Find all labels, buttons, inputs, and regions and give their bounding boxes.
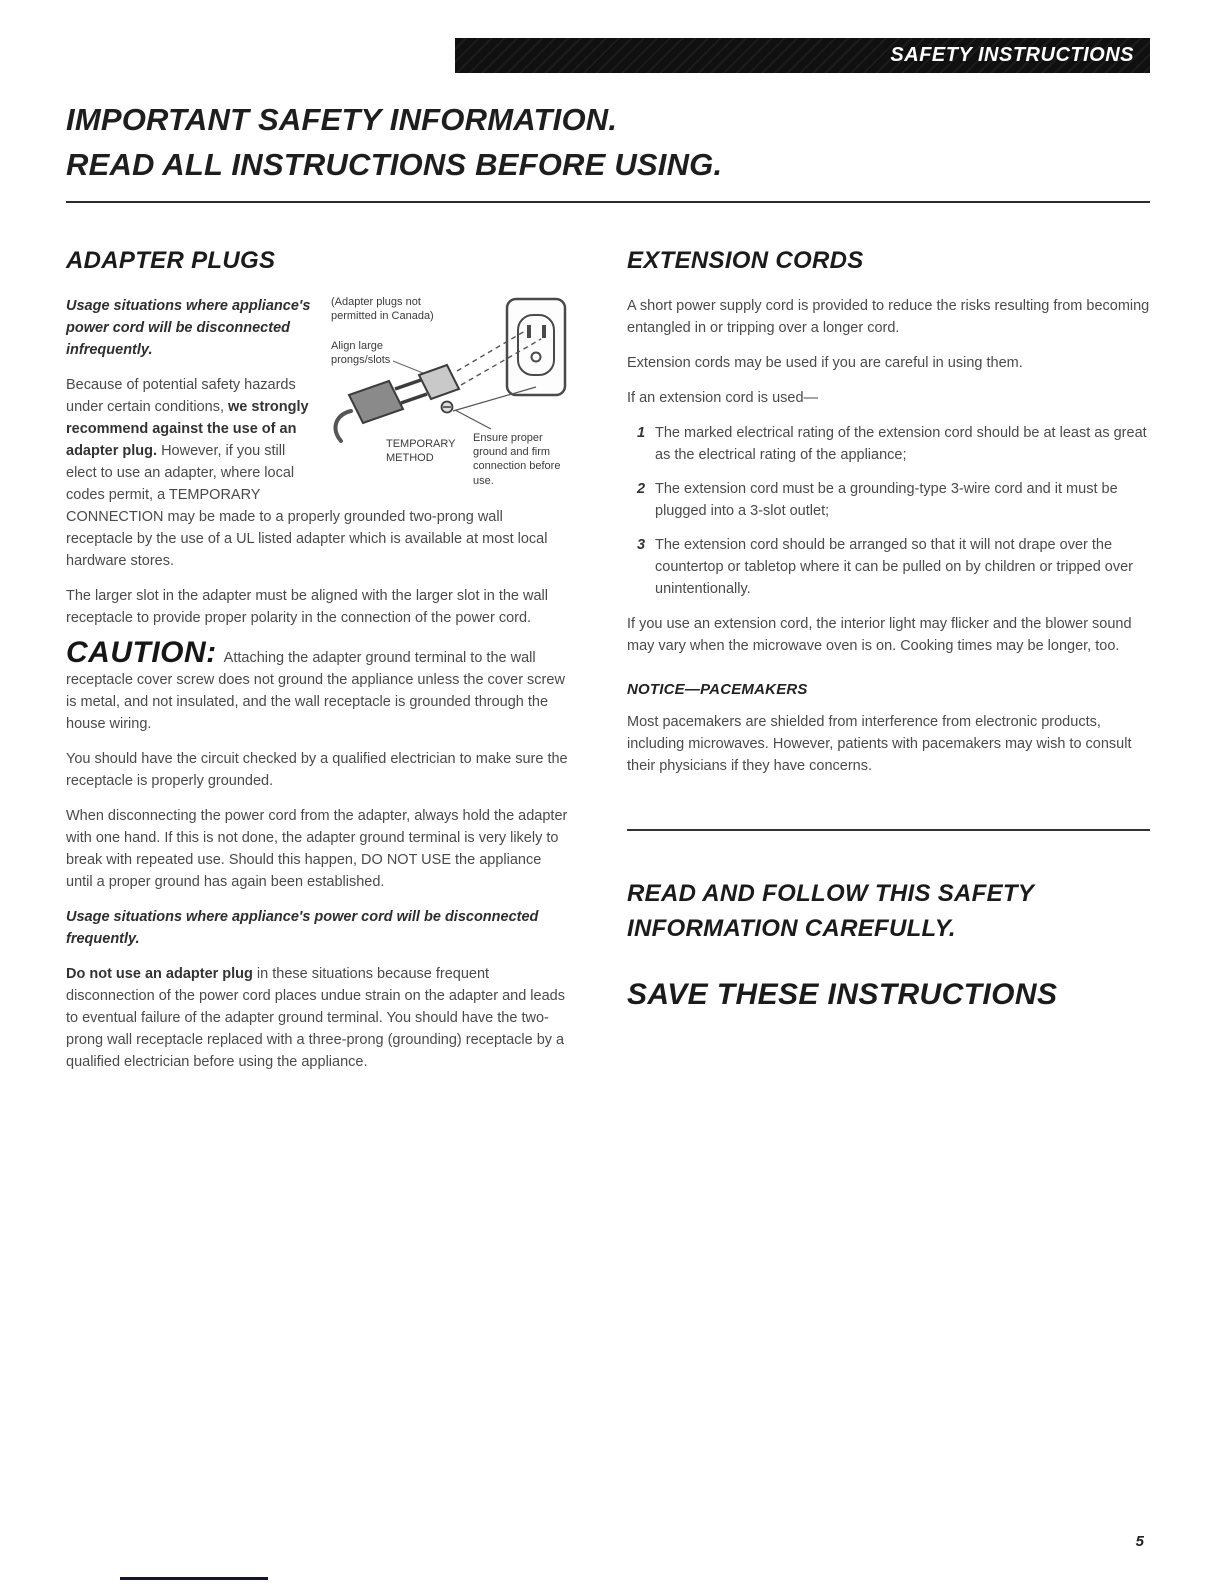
- paragraph-short-cord: A short power supply cord is provided to reduce the risks resulting from becoming entangled in or tripping over a longer cord.: [627, 297, 1150, 336]
- list-item-number: 2: [637, 480, 646, 497]
- paragraph-if-used: If an extension cord is used—: [627, 389, 819, 406]
- paragraph-larger-slot: The larger slot in the adapter must be aligned with the larger slot in the wall receptacle to provide proper polarity in the connection of the power cord.: [66, 587, 548, 626]
- list-item: [627, 534, 1150, 600]
- list-item-text: The extension cord should be arranged so that it will not drape over the countertop or tabletop where it can be pulled on by children or tripped over unintentionally.: [655, 536, 1133, 597]
- subheading-notice-pacemakers: NOTICE—PACEMAKERS: [627, 680, 808, 698]
- list-item: [627, 478, 1150, 522]
- closing-divider: [627, 829, 1150, 831]
- figure-caption-align-prongs: Align large prongs/slots: [331, 339, 391, 367]
- page-content: [66, 98, 1150, 1086]
- page-title-line1: IMPORTANT SAFETY INFORMATION.: [66, 102, 618, 137]
- two-column-layout: [66, 247, 1150, 1086]
- page-title: [66, 98, 1150, 188]
- paragraph-do-not-use-post: in these situations because frequent disconnection of the power cord places undue strain on the adapter and leads to eventual failure of the adapter ground terminal. You should have the two-prong wall receptacle replaced with a three-prong (grounding) receptacle by a qualified electrician before using the appliance.: [66, 965, 565, 1070]
- caution-label: CAUTION:: [66, 635, 217, 669]
- section-heading-adapter-plugs: ADAPTER PLUGS: [66, 246, 276, 274]
- list-item-number: 1: [637, 424, 646, 441]
- page-number: 5: [1135, 1533, 1144, 1550]
- title-divider: [66, 201, 1150, 203]
- column-adapter-plugs: [66, 247, 571, 1086]
- column-extension-cords: [627, 247, 1150, 1086]
- paragraph-circuit-check: You should have the circuit checked by a qualified electrician to make sure the receptacle is properly grounded.: [66, 750, 568, 789]
- heading-save-these-instructions: SAVE THESE INSTRUCTIONS: [627, 978, 1058, 1012]
- paragraph-do-not-use-bold: Do not use an adapter plug: [66, 965, 253, 982]
- safety-instructions-banner: [455, 38, 1150, 73]
- list-item: [627, 422, 1150, 466]
- figure-caption-temporary-method: TEMPORARY METHOD: [386, 437, 456, 465]
- list-item-text: The marked electrical rating of the extension cord should be at least as great as the electrical rating of the appliance;: [655, 424, 1147, 463]
- figure-caption-not-permitted: (Adapter plugs not permitted in Canada): [331, 295, 434, 323]
- paragraph-because-post: However, if you still elect to use an adapter, where local codes permit, a TEMPORARY CONNECTION may be made to a properly grounded two-prong wall receptacle by the use of a UL listed adapter which is available at most local hardware stores.: [66, 442, 548, 569]
- list-item-text: The extension cord must be a grounding-type 3-wire cord and it must be plugged into a 3-slot outlet;: [655, 480, 1118, 519]
- paragraph-extension-careful: Extension cords may be used if you are careful in using them.: [627, 354, 1023, 371]
- column-gap: [571, 247, 627, 1086]
- page-title-line2: READ ALL INSTRUCTIONS BEFORE USING.: [66, 146, 723, 182]
- paragraph-because-pre: Because of potential safety hazards under certain conditions,: [66, 376, 296, 415]
- paragraph-pacemakers: Most pacemakers are shielded from interference from electronic products, including microwaves. However, patients with pacemakers may wish to consult their physicians if they have concerns.: [627, 713, 1132, 774]
- paragraph-do-not-use: [66, 963, 571, 1073]
- figure-caption-ensure-ground: Ensure proper ground and firm connection before use.: [473, 431, 561, 487]
- caution-text: Attaching the adapter ground terminal to the wall receptacle cover screw does not ground the appliance unless the cover screw is metal, and not insulated, and the wall receptacle is grounded through the house wiring.: [66, 649, 565, 732]
- paragraph-lead-frequently: Usage situations where appliance's power cord will be disconnected frequently.: [66, 908, 539, 947]
- extension-cord-rules-list: [627, 422, 1150, 600]
- section-heading-extension-cords: EXTENSION CORDS: [627, 246, 864, 274]
- paragraph-caution: [66, 635, 571, 735]
- paragraph-lead-infrequently: Usage situations where appliance's power cord will be disconnected infrequently.: [66, 297, 311, 358]
- paragraph-disconnecting: When disconnecting the power cord from the adapter, always hold the adapter with one hand. If this is not done, the adapter ground terminal is very likely to break with repeated use. Should this happen, DO NOT USE the appliance until a proper ground has again been established.: [66, 807, 568, 890]
- paragraph-light-flicker: If you use an extension cord, the interior light may flicker and the blower sound may vary when the microwave oven is on. Cooking times may be longer, too.: [627, 615, 1132, 654]
- footer-mark: [120, 1577, 268, 1580]
- paragraph-because-bold: we strongly recommend against the use of an adapter plug.: [66, 398, 309, 459]
- banner-label: SAFETY INSTRUCTIONS: [890, 44, 1134, 66]
- heading-read-and-follow: READ AND FOLLOW THIS SAFETY INFORMATION CAREFULLY.: [627, 879, 1034, 942]
- figure-adapter-plug-diagram: [331, 295, 571, 487]
- list-item-number: 3: [637, 536, 646, 553]
